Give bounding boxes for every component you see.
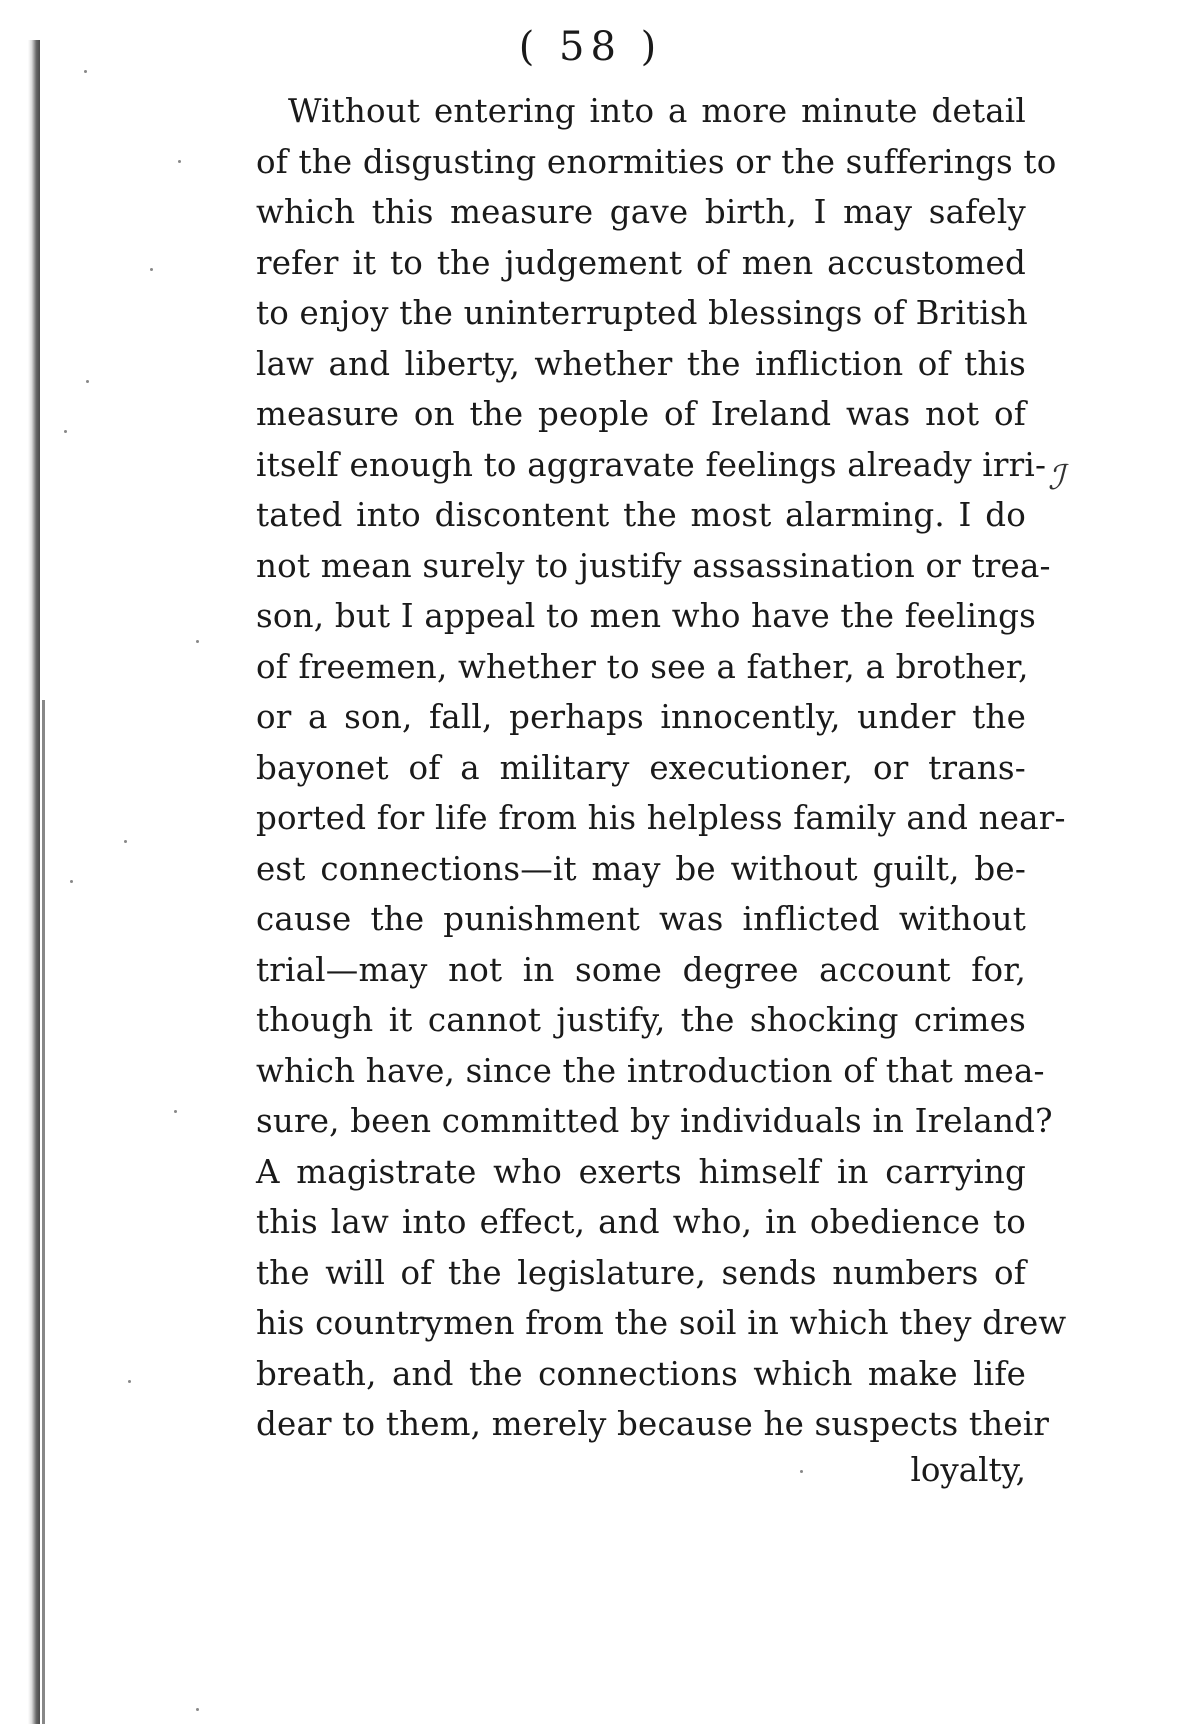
scan-speck — [178, 160, 181, 163]
text-line: though it cannot justify, the shocking crimes — [256, 1001, 1026, 1039]
text-line: A magistrate who exerts himself in carrying — [256, 1152, 1026, 1191]
text-line: his countrymen from the soil in which they drew — [256, 1304, 1067, 1342]
scan-speck — [196, 1708, 199, 1711]
text-line: which have, since the introduction of that mea- — [256, 1051, 1045, 1090]
scan-speck — [70, 880, 73, 883]
text-line: measure on the people of Ireland was not of — [256, 395, 1026, 433]
text-line: refer it to the judgement of men accustomed — [256, 243, 1026, 282]
text-line: not mean surely to justify assassination or trea- — [256, 546, 1051, 585]
text-line: ported for life from his helpless family and near- — [256, 799, 1066, 837]
scan-speck — [128, 1380, 131, 1383]
binding-gutter-shadow — [28, 40, 40, 1724]
catchword: loyalty, — [910, 1451, 1026, 1489]
text-line: son, but I appeal to men who have the feelings — [256, 597, 1037, 635]
text-line: dear to them, merely because he suspects their — [256, 1405, 1050, 1443]
text-line: or a son, fall, perhaps innocently, under the — [256, 698, 1026, 736]
text-line: bayonet of a military executioner, or trans- — [256, 748, 1026, 787]
text-line: est connections—it may be without guilt, be- — [256, 849, 1026, 888]
text-line: trial—may not in some degree account for, — [256, 950, 1026, 989]
page-number: ( 58 ) — [518, 24, 663, 70]
text-line: tated into discontent the most alarming. I do — [256, 496, 1026, 534]
text-line: the will of the legislature, sends numbers of — [256, 1253, 1026, 1292]
binding-gutter-line — [42, 700, 45, 1724]
text-line: which this measure gave birth, I may safely — [256, 193, 1026, 231]
margin-pen-mark: ℐ — [1048, 458, 1064, 498]
scan-speck — [196, 640, 199, 643]
scan-speck — [174, 1110, 177, 1113]
text-line: cause the punishment was inflicted without — [256, 900, 1026, 938]
text-line: of freemen, whether to see a father, a brother, — [256, 647, 1029, 686]
text-line: itself enough to aggravate feelings already irri- — [256, 445, 1047, 484]
text-line: law and liberty, whether the infliction of this — [256, 344, 1026, 383]
text-line: to enjoy the uninterrupted blessings of British — [256, 294, 1028, 332]
scan-speck — [84, 70, 87, 73]
text-line: breath, and the connections which make life — [256, 1354, 1026, 1393]
scan-speck — [124, 840, 127, 843]
text-line: Without entering into a more minute detail — [288, 92, 1026, 130]
scan-speck — [64, 430, 67, 433]
text-line: of the disgusting enormities or the sufferings to — [256, 142, 1057, 181]
scan-speck — [86, 380, 89, 383]
text-line: sure, been committed by individuals in Ireland? — [256, 1102, 1053, 1140]
text-line: this law into effect, and who, in obedience to — [256, 1203, 1026, 1241]
scan-speck — [150, 268, 153, 271]
body-text — [256, 86, 1067, 1450]
